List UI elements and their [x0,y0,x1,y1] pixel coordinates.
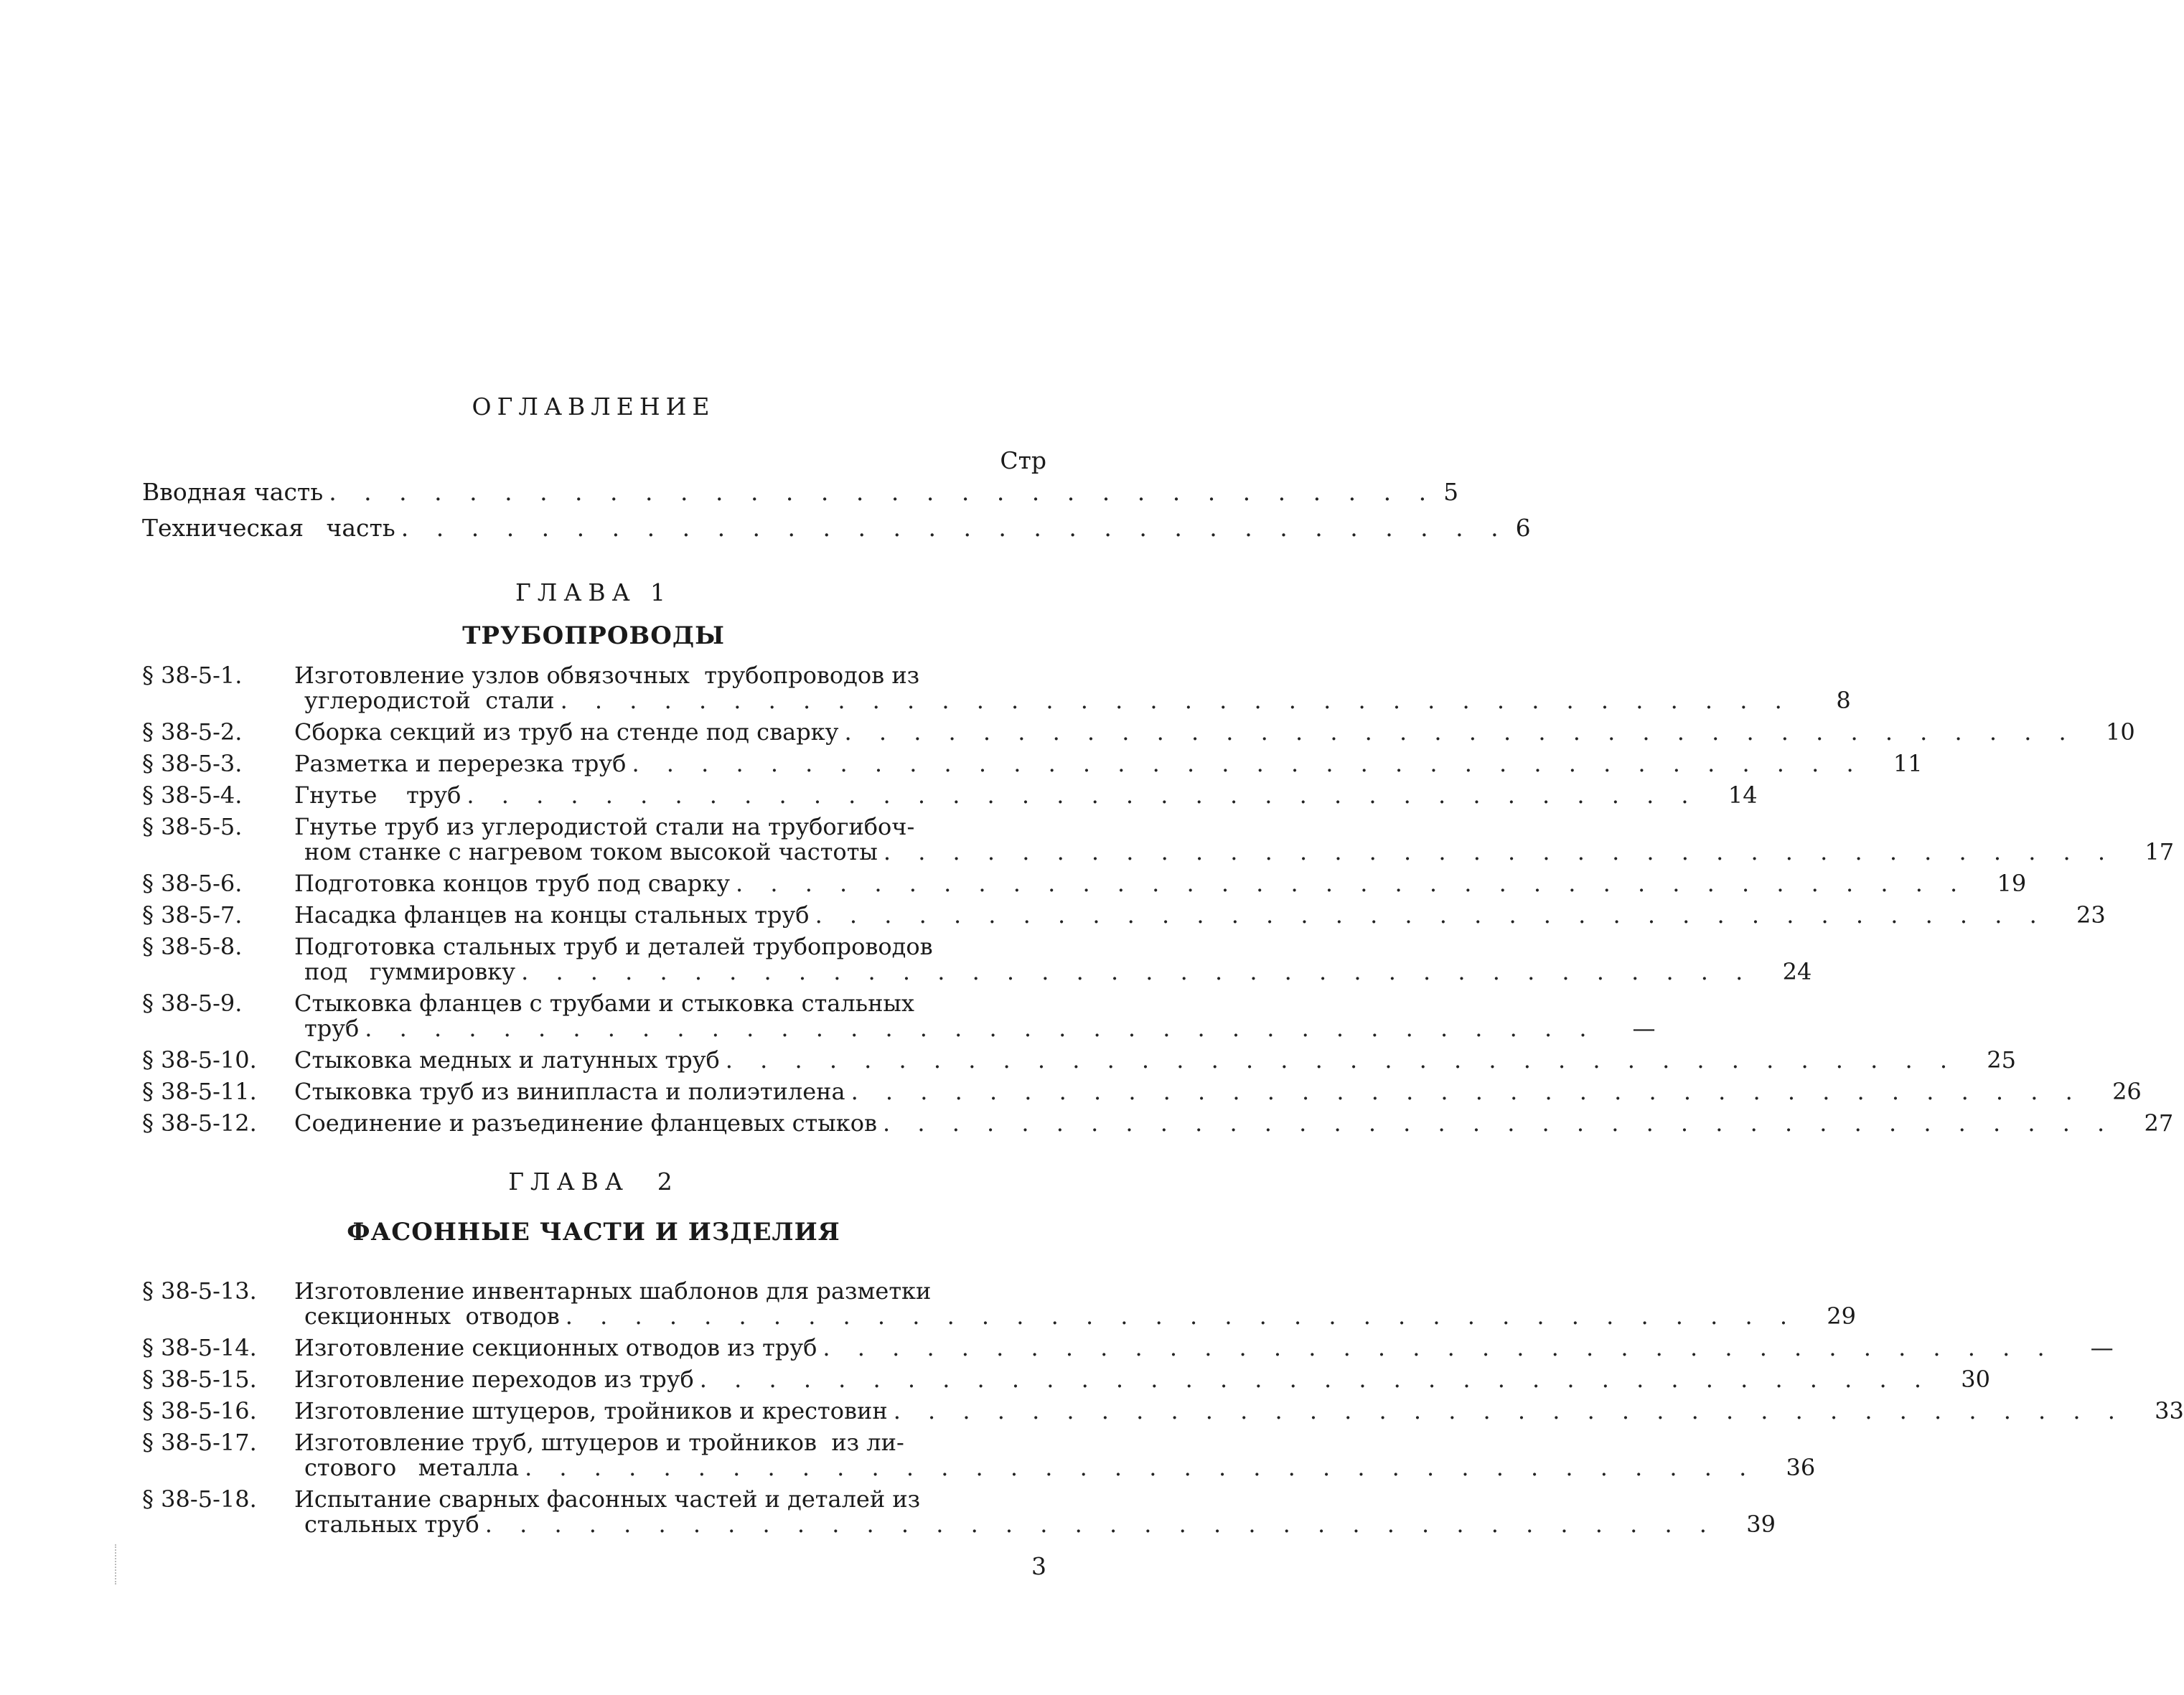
entry-line [294,1430,1815,1455]
entry-body [294,1430,1815,1480]
dot-leader: . . . . . . . . . . . . . . . . . . . . . . . . . . . . . . . . . . . . [815,901,2047,929]
page-number: 3 [1031,1552,1046,1580]
dot-leader: . . . . . . . . . . . . . . . . . . . . . . . . . . . . . . . . [400,514,1509,542]
intro-section [142,478,1531,550]
entry-page: 29 [1827,1302,1856,1330]
entry-line [294,1048,2016,1073]
entry-page: 30 [1961,1366,1990,1393]
margin-mark [115,1544,118,1584]
toc-entry [142,718,2135,746]
entry-title-line: секционных отводов [304,1302,560,1330]
toc-entry [142,1429,1816,1481]
toc-entry [142,781,1758,809]
entry-body [294,814,2174,865]
section-number: § 38-5-12. [142,1109,257,1137]
entry-title-line: Насадка фланцев на концы стальных труб [294,901,810,929]
entry-page: 24 [1782,958,1812,985]
toc-entry [142,990,1656,1042]
intro-item-label: Техническая часть [142,514,395,542]
entry-body [294,1367,1990,1392]
entry-page: 14 [1728,781,1758,809]
entry-title-line: под гуммировку [304,958,516,985]
entry-title-line: Стыковка фланцев с трубами и стыковка стальных [294,990,914,1017]
dot-leader: . . . . . . . . . . . . . . . . . . . . . . . . . . . . . . . . [329,478,1437,506]
entry-line [294,903,2106,928]
dot-leader: . . . . . . . . . . . . . . . . . . . . . . . . . . . . . . . . . . . . [822,1334,2055,1361]
entry-title-line: ном станке с нагревом током высокой частоты [304,838,878,865]
chapter-2-label: ГЛАВА 2 [508,1168,679,1196]
entry-title-line: Разметка и перерезка труб [294,750,627,777]
section-number: § 38-5-6. [142,870,243,897]
entry-line [294,871,2026,896]
entry-title-line: Стыковка медных и латунных труб [294,1046,720,1074]
entry-line [294,1367,1990,1392]
toc-entry [142,1334,2114,1361]
section-number: § 38-5-3. [142,750,243,777]
entry-page: 39 [1746,1511,1776,1538]
entry-line [294,1335,2114,1361]
entry-page: 10 [2105,718,2135,746]
toc-entry [142,1485,1776,1538]
entry-line [294,1079,2142,1104]
entry-line [294,663,1851,688]
entry-line [294,934,1812,959]
toc-entry [142,750,1923,777]
entry-title-line: Изготовление штуцеров, тройников и крестовин [294,1397,888,1424]
entry-page: 11 [1893,750,1923,777]
entry-body [294,783,1758,808]
entry-body [294,1279,1856,1329]
intro-item-page: 5 [1443,478,1459,506]
entry-line [294,991,1655,1016]
entry-title-line: стальных труб [304,1511,479,1538]
section-number: § 38-5-8. [142,933,243,960]
dot-leader: . . . . . . . . . . . . . . . . . . . . . . . . . . . . . . . . . . . . [736,870,1968,897]
toc-entry [142,933,1812,985]
dot-leader: . . . . . . . . . . . . . . . . . . . . . . . . . . . . . . . . . . . . [883,1109,2115,1137]
entry-line [294,1111,2173,1136]
entry-line [294,783,1758,808]
entry-title-line: углеродистой стали [304,687,555,714]
intro-item-label: Вводная часть [142,478,324,506]
entry-body [294,1399,2184,1424]
entry-body [294,751,1923,776]
dot-leader: . . . . . . . . . . . . . . . . . . . . . . . . . . . . . . . . . . . . [365,1015,1597,1042]
intro-item [142,478,1459,514]
entry-line [294,1455,1815,1480]
dot-leader: . . . . . . . . . . . . . . . . . . . . . . . . . . . . . . . . . . . . [883,838,2116,865]
entry-line [294,1279,1856,1304]
dot-leader: . . . . . . . . . . . . . . . . . . . . . . . . . . . . . . . . . . . . [560,687,1792,714]
entry-title-line: Изготовление труб, штуцеров и тройников из ли- [294,1429,904,1456]
toc-entry [142,901,2106,929]
section-number: § 38-5-17. [142,1429,257,1456]
section-number: § 38-5-16. [142,1397,257,1424]
entry-page: 17 [2145,838,2175,865]
dot-leader: . . . . . . . . . . . . . . . . . . . . . . . . . . . . . . . . . . . . [893,1397,2125,1424]
chapter-1-entries [142,662,2175,1142]
entry-title-line: Испытание сварных фасонных частей и деталей из [294,1485,921,1513]
section-number: § 38-5-9. [142,990,243,1017]
toc-entry [142,1046,2016,1074]
page-column-label: Стр [1000,446,1046,474]
entry-line [294,1016,1655,1041]
entry-line [294,751,1923,776]
entry-title-line: Подготовка стальных труб и деталей трубопроводов [294,933,933,960]
entry-line [294,1399,2184,1424]
section-number: § 38-5-18. [142,1485,257,1513]
dot-leader: . . . . . . . . . . . . . . . . . . . . . . . . . . . . . . . . . . . . [484,1511,1717,1538]
chapter-1-label: ГЛАВА 1 [515,578,672,606]
entry-line [294,1304,1856,1329]
entry-body [294,934,1812,985]
entry-title-line: Изготовление инвентарных шаблонов для разметки [294,1277,932,1305]
section-number: § 38-5-13. [142,1277,257,1305]
toc-entry [142,662,1851,714]
entry-body [294,1111,2173,1136]
entry-body [294,663,1851,713]
entry-page: 33 [2155,1397,2184,1424]
entry-body [294,720,2135,745]
entry-line [294,688,1851,713]
intro-item-page: 6 [1515,514,1531,542]
toc-entry [142,1277,1856,1330]
dot-leader: . . . . . . . . . . . . . . . . . . . . . . . . . . . . . . . . . . . . [850,1078,2083,1105]
dot-leader: . . . . . . . . . . . . . . . . . . . . . . . . . . . . . . . . . . . . [525,1454,1757,1481]
chapter-2-name: ФАСОННЫЕ ЧАСТИ И ИЗДЕЛИЯ [347,1218,840,1246]
entry-line [294,1487,1776,1512]
entry-page: 19 [1997,870,2027,897]
entry-line [294,1512,1776,1537]
entry-page: 25 [1987,1046,2016,1074]
entry-title-line: Гнутье труб из углеродистой стали на трубогибоч- [294,813,915,840]
entry-title-line: Сборка секций из труб на стенде под сварку [294,718,839,746]
section-number: § 38-5-11. [142,1078,257,1105]
dot-leader: . . . . . . . . . . . . . . . . . . . . . . . . . . . . . . . . . . . . [565,1302,1797,1330]
entry-title-line: Гнутье труб [294,781,461,809]
section-number: § 38-5-2. [142,718,243,746]
intro-item [142,514,1531,550]
entry-body [294,991,1655,1041]
entry-page: 27 [2144,1109,2174,1137]
toc-entry [142,1366,1990,1393]
entry-body [294,1079,2142,1104]
entry-page: 26 [2112,1078,2142,1105]
dot-leader: . . . . . . . . . . . . . . . . . . . . . . . . . . . . . . . . . . . . [844,718,2076,746]
entry-title-line: труб [304,1015,360,1042]
section-number: § 38-5-10. [142,1046,257,1074]
entry-page: — [2090,1334,2114,1361]
entry-page: 36 [1786,1454,1816,1481]
entry-title-line: Стыковка труб из винипласта и полиэтилена [294,1078,845,1105]
entry-title-line: стового металла [304,1454,520,1481]
dot-leader: . . . . . . . . . . . . . . . . . . . . . . . . . . . . . . . . . . . . [521,958,1753,985]
section-number: § 38-5-14. [142,1334,257,1361]
dot-leader: . . . . . . . . . . . . . . . . . . . . . . . . . . . . . . . . . . . . [725,1046,1957,1074]
entry-page: 8 [1836,687,1851,714]
page-title: ОГЛАВЛЕНИЕ [472,393,716,421]
toc-entry [142,1078,2142,1105]
toc-entry [142,1397,2184,1424]
entry-body [294,1335,2114,1361]
chapter-1-name: ТРУБОПРОВОДЫ [462,621,725,650]
entry-line [294,840,2174,865]
entry-page: — [1632,1015,1656,1042]
section-number: § 38-5-5. [142,813,243,840]
chapter-2-entries [142,1277,2184,1544]
entry-line [294,959,1812,985]
entry-line [294,720,2135,745]
dot-leader: . . . . . . . . . . . . . . . . . . . . . . . . . . . . . . . . . . . . [632,750,1864,777]
toc-entry [142,813,2175,865]
entry-body [294,1048,2016,1073]
entry-page: 23 [2076,901,2106,929]
section-number: § 38-5-7. [142,901,243,929]
section-number: § 38-5-4. [142,781,243,809]
entry-title-line: Подготовка концов труб под сварку [294,870,731,897]
entry-title-line: Изготовление переходов из труб [294,1366,694,1393]
toc-entry [142,1109,2174,1137]
entry-body [294,903,2106,928]
entry-body [294,871,2026,896]
entry-title-line: Изготовление секционных отводов из труб [294,1334,817,1361]
dot-leader: . . . . . . . . . . . . . . . . . . . . . . . . . . . . . . . . . . . . [699,1366,1931,1393]
toc-entry [142,870,2027,897]
entry-title-line: Соединение и разъединение фланцевых стыков [294,1109,877,1137]
entry-line [294,814,2174,840]
section-number: § 38-5-1. [142,662,243,689]
section-number: § 38-5-15. [142,1366,257,1393]
entry-title-line: Изготовление узлов обвязочных трубопроводов из [294,662,920,689]
dot-leader: . . . . . . . . . . . . . . . . . . . . . . . . . . . . . . . . . . . . [467,781,1699,809]
entry-body [294,1487,1776,1537]
